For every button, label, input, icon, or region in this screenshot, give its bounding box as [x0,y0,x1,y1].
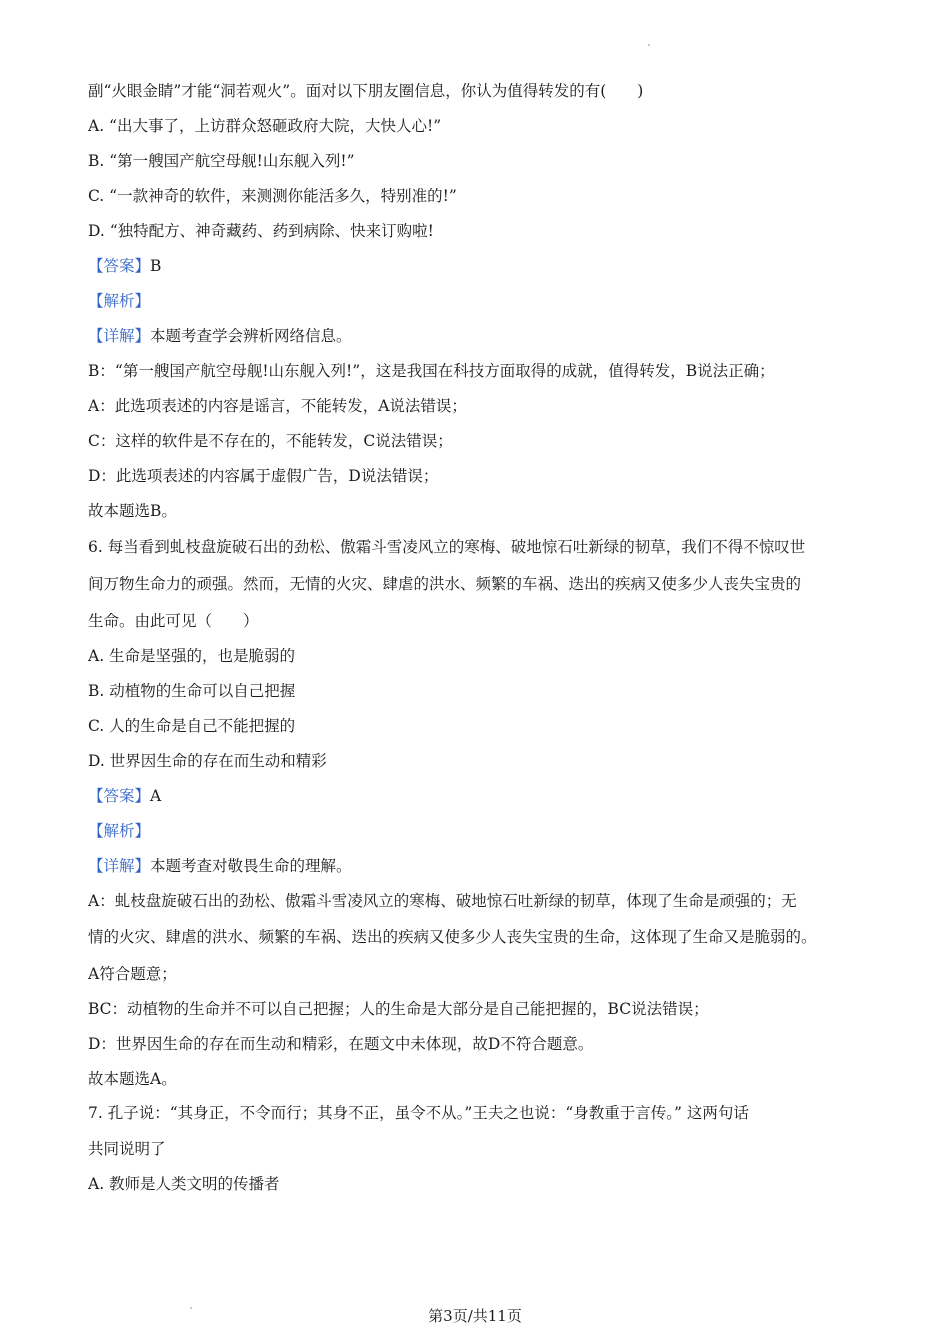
answer-value: A [150,787,162,805]
page-number-footer: 第3页/共11页 [428,1307,522,1325]
text-line: 副“火眼金睛”才能“洞若观火”。面对以下朋友圈信息，你认为值得转发的有( ) [88,82,644,100]
option-a-line: A. 教师是人类文明的传播者 [88,1175,280,1193]
question-6-line: 6. 每当看到虬枝盘旋破石出的劲松、傲霜斗雪凌风立的寒梅、破地惊石吐新绿的韧草，我们不得不惊叹世 [88,538,806,556]
detail-tag: 【详解】 [88,327,151,345]
analysis-tag: 【解析】 [88,292,151,310]
question-6-line: 间万物生命力的顽强。然而，无情的火灾、肆虐的洪水、频繁的车祸、迭出的疾病又使多少人丧失宝贵的 [88,575,802,593]
text-line: C：这样的软件是不存在的，不能转发，C说法错误； [88,432,453,450]
detail-tag: 【详解】 [88,857,151,875]
answer-value: B [150,257,162,275]
text-line: 故本题选A。 [88,1070,177,1088]
analysis-tag: 【解析】 [88,822,151,840]
scan-dot [648,44,650,46]
analysis-line [88,290,878,312]
answer-line [88,255,878,277]
option-c-line: C. “一款神奇的软件，来测测你能活多久，特别准的!” [88,187,457,205]
option-b-line: B. 动植物的生命可以自己把握 [88,682,296,700]
option-d-line: D. “独特配方、神奇藏药、药到病除、快来订购啦! [88,222,434,240]
question-6-line: 生命。由此可见（ ） [88,612,259,630]
answer-tag: 【答案】 [88,257,151,275]
text-line: 故本题选B。 [88,502,177,520]
question-7-line: 共同说明了 [88,1140,166,1158]
option-a-line: A. 生命是坚强的，也是脆弱的 [88,647,296,665]
text-line: 情的火灾、肆虐的洪水、频繁的车祸、迭出的疾病又使多少人丧失宝贵的生命，这体现了生命又是脆弱的。 [88,928,817,946]
question-7-line: 7. 孔子说：“其身正，不令而行；其身不正，虽令不从。”王夫之也说：“身教重于言传。” 这两句话 [88,1104,749,1122]
detail-line [88,855,878,877]
text-line: A符合题意； [88,965,177,983]
answer-tag: 【答案】 [88,787,151,805]
detail-text: 本题考查学会辨析网络信息。 [150,327,352,345]
option-a-line: A. “出大事了，上访群众怒砸政府大院，大快人心!” [88,117,442,135]
answer-line [88,785,878,807]
detail-text: 本题考查对敬畏生命的理解。 [150,857,352,875]
text-line: D：世界因生命的存在而生动和精彩，在题文中未体现，故D不符合题意。 [88,1035,594,1053]
option-b-line: B. “第一艘国产航空母舰!山东舰入列!” [88,152,355,170]
text-line: A：虬枝盘旋破石出的劲松、傲霜斗雪凌风立的寒梅、破地惊石吐新绿的韧草，体现了生命是顽强的；无 [88,892,797,910]
text-line: B：“第一艘国产航空母舰!山东舰入列!”，这是我国在科技方面取得的成就，值得转发，B说法正确； [88,362,775,380]
option-c-line: C. 人的生命是自己不能把握的 [88,717,296,735]
text-line: A：此选项表述的内容是谣言，不能转发，A说法错误； [88,397,467,415]
text-line: BC：动植物的生命并不可以自己把握；人的生命是大部分是自己能把握的，BC说法错误； [88,1000,709,1018]
option-d-line: D. 世界因生命的存在而生动和精彩 [88,752,327,770]
detail-line [88,325,878,347]
analysis-line [88,820,878,842]
text-line: D：此选项表述的内容属于虚假广告，D说法错误； [88,467,439,485]
